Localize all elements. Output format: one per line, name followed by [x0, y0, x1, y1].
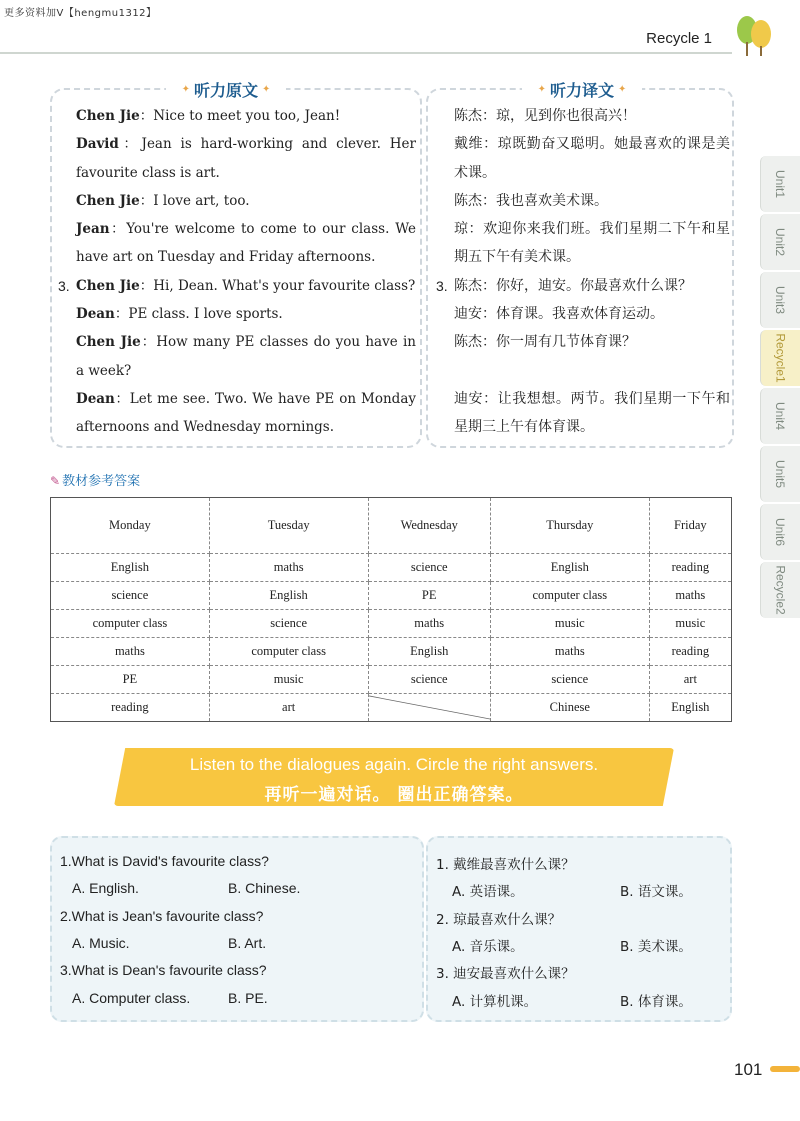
- table-cell: maths: [51, 638, 210, 666]
- side-tab-recycle2[interactable]: [760, 562, 800, 618]
- line-number: [58, 187, 76, 215]
- option-a[interactable]: A. 计算机课。: [452, 994, 538, 1010]
- table-cell: English: [649, 694, 731, 722]
- table-header-row: [51, 498, 732, 554]
- table-cell: maths: [490, 638, 649, 666]
- answer-key-text: 教材参考答案: [62, 474, 141, 489]
- utterance: 陈杰：你好，迪安。你最喜欢什么课？: [454, 277, 692, 294]
- line-number: [436, 300, 454, 328]
- dialogue-line: [436, 328, 730, 356]
- utterance: ：Let me see. Two. We have PE on Monday afternoons and Wednesday mornings.: [76, 390, 416, 436]
- dialogue-line: [58, 187, 416, 215]
- column-header: Thursday: [490, 498, 649, 554]
- table-row: [51, 582, 732, 610]
- table-cell: music: [209, 666, 368, 694]
- line-number: [58, 300, 76, 328]
- utterance: 陈杰：我也喜欢美术课。: [454, 192, 608, 209]
- question-1-en: 1.What is David's favourite class?: [60, 853, 269, 869]
- diagonal-line: [369, 694, 490, 721]
- utterance: 迪安：让我想想。两节。我们星期一下午和星期三上午有体育课。: [454, 390, 730, 436]
- table-cell: science: [368, 554, 490, 582]
- speaker: David: [76, 136, 119, 153]
- question-3-cn: 3. 迪安最喜欢什么课？: [436, 966, 575, 982]
- option-a[interactable]: A. 音乐课。: [452, 939, 524, 955]
- utterance: 陈杰：琼，见到你也很高兴！: [454, 108, 636, 124]
- pencil-icon: ✎: [50, 474, 61, 488]
- table-cell: reading: [649, 638, 731, 666]
- table-cell: English: [51, 554, 210, 582]
- side-tab-label: Unit4: [773, 401, 788, 431]
- transcript-title: 听力原文: [193, 80, 258, 100]
- side-tab-label: Unit1: [773, 169, 788, 199]
- side-tab-unit4[interactable]: [760, 388, 800, 444]
- dialogue-line: [436, 187, 730, 215]
- line-number: [436, 187, 454, 215]
- table-cell: maths: [209, 554, 368, 582]
- table-cell: art: [649, 666, 731, 694]
- table-cell: reading: [51, 694, 210, 722]
- side-tab-label: Recycle2: [773, 565, 788, 615]
- option-b[interactable]: B. 语文课。: [620, 884, 692, 900]
- side-tab-label: Unit6: [773, 517, 788, 547]
- table-cell: English: [490, 554, 649, 582]
- option-b[interactable]: B. Art.: [228, 935, 267, 951]
- empty-cell: [368, 694, 490, 722]
- translation-title: 听力译文: [549, 80, 614, 100]
- table-cell: science: [368, 666, 490, 694]
- option-b[interactable]: B. 美术课。: [620, 939, 692, 955]
- question-3-en: 3.What is Dean's favourite class?: [60, 962, 267, 978]
- dialogue-line: [58, 102, 416, 130]
- dialogue-line: [58, 215, 416, 272]
- option-b[interactable]: B. Chinese.: [228, 880, 301, 896]
- transcript-heading: ✦ 听力原文 ✦: [166, 76, 286, 102]
- tree-icon: [734, 12, 774, 58]
- table-row: [51, 638, 732, 666]
- dialogue-line: [436, 272, 730, 300]
- option-a[interactable]: A. Computer class.: [72, 990, 191, 1006]
- table-cell: music: [490, 610, 649, 638]
- table-cell: music: [649, 610, 731, 638]
- table-cell: science: [51, 582, 210, 610]
- column-header: Friday: [649, 498, 731, 554]
- side-tab-unit5[interactable]: [760, 446, 800, 502]
- dialogue-line: [436, 130, 730, 187]
- speaker: Chen Jie: [76, 277, 140, 294]
- column-header: Monday: [51, 498, 210, 554]
- table-row: [51, 666, 732, 694]
- utterance: ：How many PE classes do you have in a week?: [76, 334, 416, 379]
- utterance: ：Hi, Dean. What's your favourite class?: [139, 277, 416, 294]
- table-row: [51, 694, 732, 722]
- side-tab-unit1[interactable]: [760, 156, 800, 212]
- table-cell: Chinese: [490, 694, 649, 722]
- instruction-cn: 再听一遍对话。 圈出正确答案。: [264, 785, 524, 805]
- english-dialogue: [58, 102, 416, 442]
- page-number: 101: [734, 1060, 763, 1079]
- side-tab-unit2[interactable]: [760, 214, 800, 270]
- speaker: Chen Jie: [76, 192, 140, 209]
- table-cell: PE: [51, 666, 210, 694]
- dialogue-line: [58, 300, 416, 328]
- table-row: [51, 554, 732, 582]
- line-number: 3.: [58, 277, 70, 294]
- table-cell: computer class: [51, 610, 210, 638]
- dialogue-line: [58, 272, 416, 300]
- dialogue-line: [58, 130, 416, 187]
- line-number: [436, 385, 454, 442]
- utterance: ：You're welcome to come to our class. We have art on Tuesday and Friday afternoons.: [76, 221, 416, 266]
- watermark-text: 更多资料加V【hengmu1312】: [4, 8, 157, 19]
- option-b[interactable]: B. PE.: [228, 990, 268, 1006]
- chinese-dialogue: [436, 102, 730, 442]
- line-number: [436, 215, 454, 272]
- line-number: [58, 328, 76, 385]
- question-2-cn: 2. 琼最喜欢什么课？: [436, 912, 562, 928]
- side-tab-label: Unit3: [773, 285, 788, 315]
- line-number: [58, 102, 76, 130]
- table-row: [51, 610, 732, 638]
- speaker: Jean: [76, 221, 110, 238]
- side-tab-recycle1[interactable]: [760, 330, 800, 386]
- speaker: Chen Jie: [76, 108, 140, 124]
- dialogue-line: [58, 385, 416, 442]
- dialogue-line: [436, 300, 730, 328]
- header-divider: [0, 52, 732, 54]
- spacer: [436, 357, 730, 385]
- side-tab-unit6[interactable]: [760, 504, 800, 560]
- translation-heading: ✦ 听力译文 ✦: [522, 76, 642, 102]
- table-cell: art: [209, 694, 368, 722]
- table-cell: maths: [649, 582, 731, 610]
- timetable: [50, 497, 732, 722]
- line-number: [436, 130, 454, 187]
- table-cell: science: [490, 666, 649, 694]
- question-2-en: 2.What is Jean's favourite class?: [60, 908, 264, 924]
- utterance: ：I love art, too.: [139, 192, 250, 209]
- dialogue-line: [436, 215, 730, 272]
- table-cell: science: [209, 610, 368, 638]
- dialogue-line: [436, 385, 730, 442]
- line-number: [58, 130, 76, 187]
- dialogue-line: [58, 328, 416, 385]
- side-tab-label: Unit5: [773, 459, 788, 489]
- page-decoration: [770, 1066, 800, 1072]
- instruction-en: Listen to the dialogues again. Circle the right answers.: [189, 755, 599, 774]
- utterance: ：Jean is hard-working and clever. Her favourite class is art.: [76, 136, 416, 181]
- speaker: Dean: [76, 390, 115, 407]
- table-cell: English: [368, 638, 490, 666]
- utterance: ：PE class. I love sports.: [114, 306, 283, 323]
- line-number: [436, 328, 454, 356]
- line-number: [436, 102, 454, 130]
- option-b[interactable]: B. 体育课。: [620, 994, 692, 1010]
- line-number: [58, 385, 76, 442]
- utterance: 戴维：琼既勤奋又聪明。她最喜欢的课是美术课。: [454, 136, 730, 181]
- utterance: ：Nice to meet you too, Jean!: [139, 108, 341, 124]
- side-tab-label: Recycle1: [773, 333, 788, 383]
- utterance: 迪安：体育课。我喜欢体育运动。: [454, 306, 664, 323]
- speaker: Chen Jie: [76, 334, 141, 351]
- line-number: 3.: [436, 277, 448, 294]
- option-a[interactable]: A. Music.: [72, 935, 130, 951]
- table-cell: English: [209, 582, 368, 610]
- table-cell: reading: [649, 554, 731, 582]
- table-cell: computer class: [209, 638, 368, 666]
- answer-key-label: [50, 470, 140, 489]
- section-title: Recycle 1: [646, 30, 712, 47]
- utterance: 琼：欢迎你来我们班。我们星期二下午和星期五下午有美术课。: [454, 221, 730, 266]
- line-number: [58, 215, 76, 272]
- unit-side-tabs: [760, 156, 800, 620]
- column-header: Tuesday: [209, 498, 368, 554]
- dialogue-line: [436, 102, 730, 130]
- option-a[interactable]: A. English.: [72, 880, 139, 896]
- side-tab-unit3[interactable]: [760, 272, 800, 328]
- column-header: Wednesday: [368, 498, 490, 554]
- table-cell: computer class: [490, 582, 649, 610]
- table-cell: PE: [368, 582, 490, 610]
- utterance: 陈杰：你一周有几节体育课？: [454, 334, 636, 351]
- speaker: Dean: [76, 306, 115, 323]
- option-a[interactable]: A. 英语课。: [452, 884, 524, 900]
- table-cell: maths: [368, 610, 490, 638]
- side-tab-label: Unit2: [773, 227, 788, 257]
- question-1-cn: 1. 戴维最喜欢什么课？: [436, 857, 575, 873]
